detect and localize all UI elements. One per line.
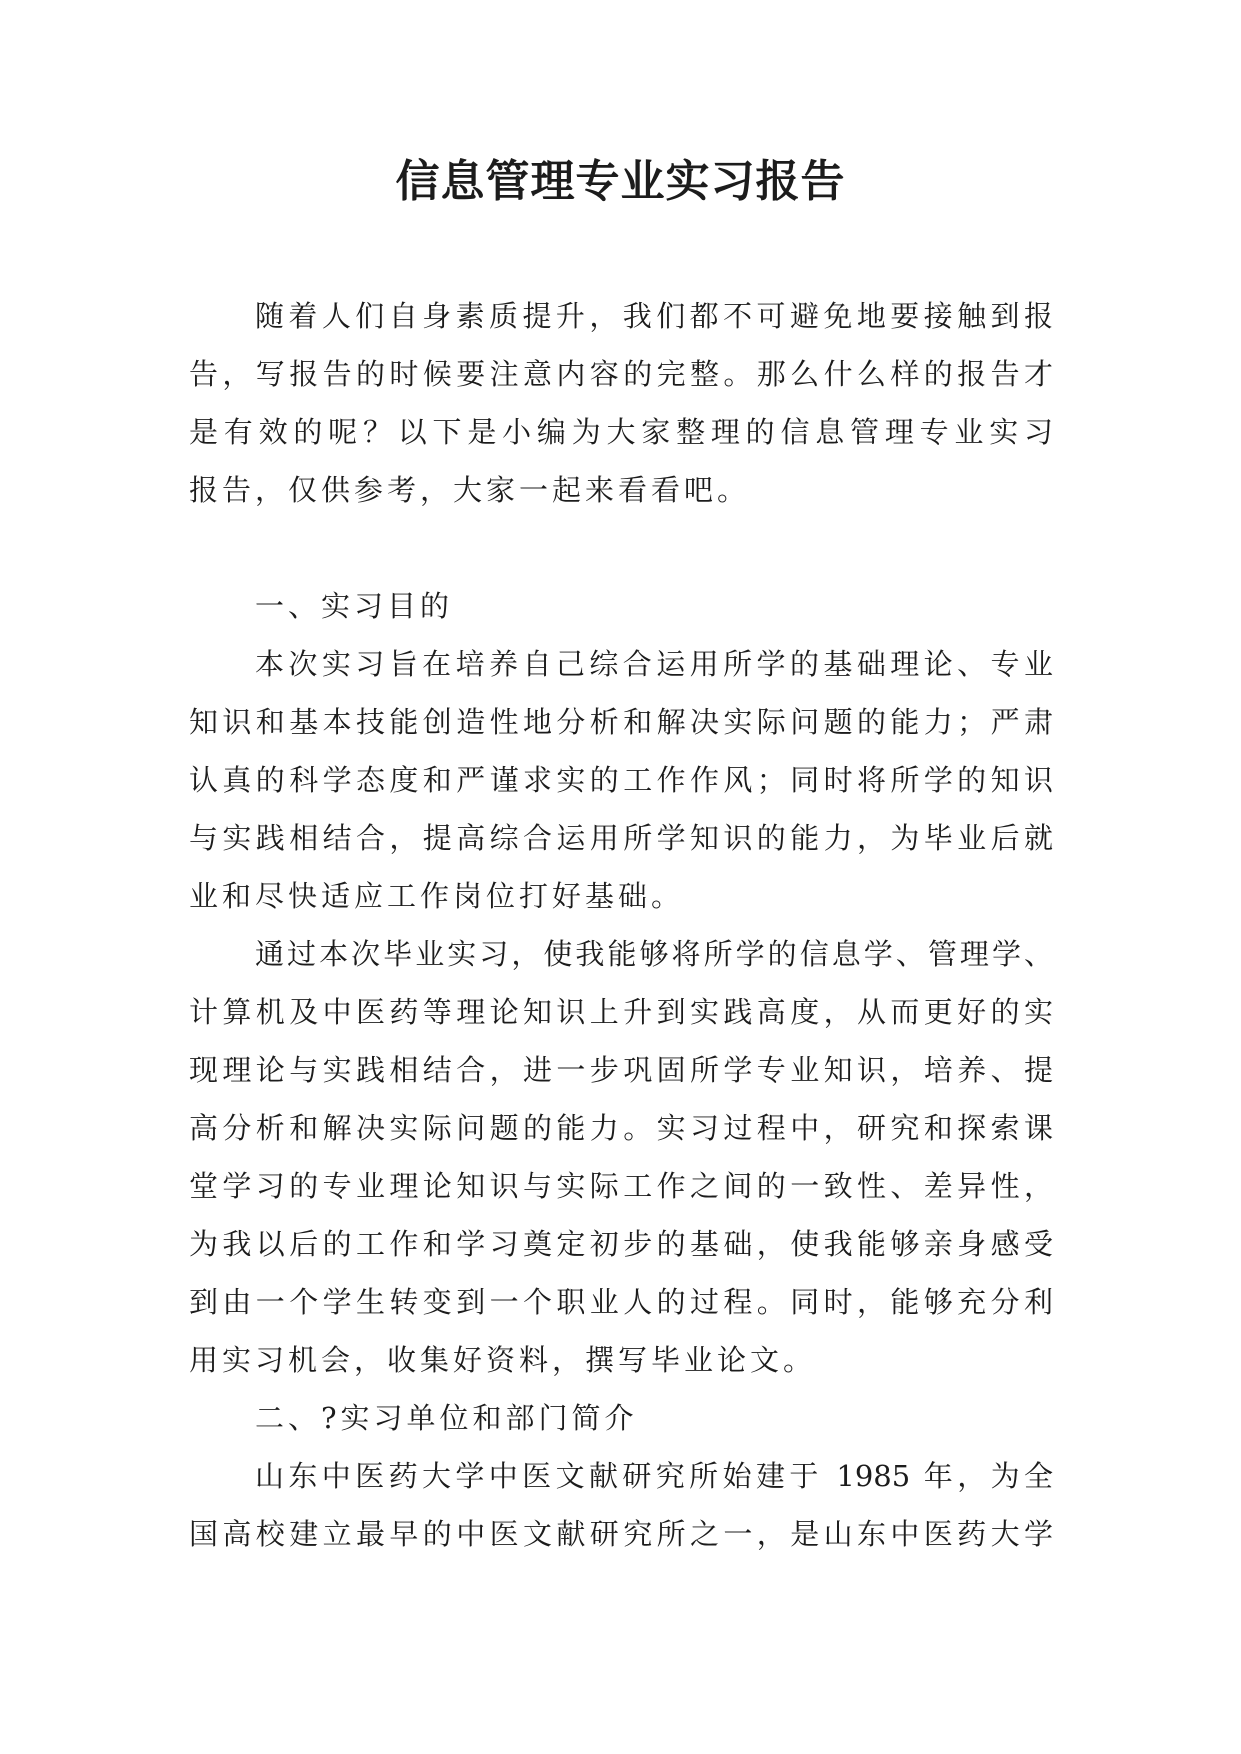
paragraph-spacer xyxy=(189,519,1053,577)
text-line: 告，写报告的时候要注意内容的完整。那么什么样的报告才 xyxy=(189,357,1053,391)
text-line: 与实践相结合，提高综合运用所学知识的能力，为毕业后就 xyxy=(189,821,1053,855)
section-heading: 二、?实习单位和部门简介 xyxy=(255,1401,638,1435)
text-line: 堂学习的专业理论知识与实际工作之间的一致性、差异性， xyxy=(189,1169,1053,1203)
text-line: 用实习机会，收集好资料，撰写毕业论文。 xyxy=(189,1343,817,1377)
text-line: 随着人们自身素质提升，我们都不可避免地要接触到报 xyxy=(255,299,1053,333)
text-line: 到由一个学生转变到一个职业人的过程。同时，能够充分利 xyxy=(189,1285,1053,1319)
body-paragraph xyxy=(189,1447,1053,1563)
text-line: 认真的科学态度和严谨求实的工作作风；同时将所学的知识 xyxy=(189,763,1053,797)
body-paragraph xyxy=(189,925,1053,1389)
text-line: 现理论与实践相结合，进一步巩固所学专业知识，培养、提 xyxy=(189,1053,1053,1087)
text-line: 高分析和解决实际问题的能力。实习过程中，研究和探索课 xyxy=(189,1111,1053,1145)
text-line: 山东中医药大学中医文献研究所始建于 1985 年，为全 xyxy=(255,1459,1053,1493)
document-title: 信息管理专业实习报告 xyxy=(395,156,846,207)
text-line: 通过本次毕业实习，使我能够将所学的信息学、管理学、 xyxy=(255,937,1053,971)
text-line: 计算机及中医药等理论知识上升到实践高度，从而更好的实 xyxy=(189,995,1053,1029)
document-body xyxy=(189,287,1053,1563)
text-line: 本次实习旨在培养自己综合运用所学的基础理论、专业 xyxy=(255,647,1053,681)
text-line: 为我以后的工作和学习奠定初步的基础，使我能够亲身感受 xyxy=(189,1227,1053,1261)
text-line: 报告，仅供参考，大家一起来看看吧。 xyxy=(189,473,751,507)
section-heading: 一、实习目的 xyxy=(255,589,454,623)
text-line: 国高校建立最早的中医文献研究所之一，是山东中医药大学 xyxy=(189,1517,1053,1551)
text-line: 知识和基本技能创造性地分析和解决实际问题的能力；严肃 xyxy=(189,705,1053,739)
text-line: 业和尽快适应工作岗位打好基础。 xyxy=(189,879,685,913)
intro-paragraph xyxy=(189,287,1053,519)
text-line: 是有效的呢？以下是小编为大家整理的信息管理专业实习 xyxy=(189,415,1053,449)
body-paragraph xyxy=(189,635,1053,925)
